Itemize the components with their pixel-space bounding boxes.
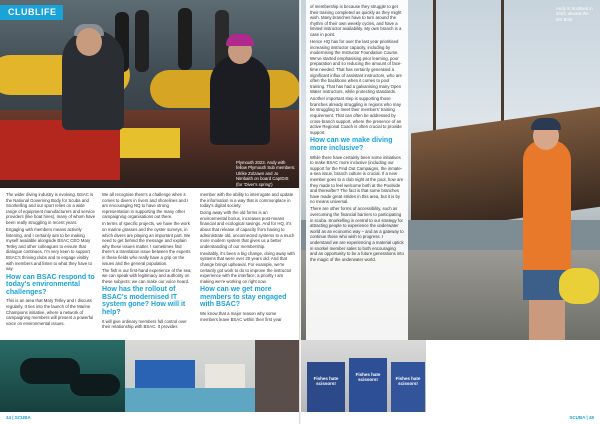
caption-boats: Andy in Scotland in 2023, aboard the MV Bold: [556, 6, 593, 22]
page-number-left: 44 | SCUBA: [6, 415, 31, 420]
photo-campaign-shirts: [301, 340, 426, 412]
subheading: How can we make diving more inclusive?: [310, 137, 393, 153]
shirt-label: Fishes hate scissors!: [395, 376, 421, 386]
paragraph: This is an area that Mary Tetley and I discuss regularly. It ties into the launch of the Marine Champions initiative, where a network of campaigning members will present a powerful voice on environmental issues.: [6, 298, 94, 326]
paragraph: We all recognise there's a challenge when it comes to divers in rivers and shorelines and I am encouraging NQ to have strong representation in supporting the many other campaigning organisations out there.: [102, 192, 189, 220]
paragraph: Engaging with members means actively listening, and I certainly aim to be making myself available alongside BSAC CEO Mary Tetley and other colleagues to ensure that dialogue continues. I'm very keen to support BSAC's thriving clubs and to engage visibly with members and listen to what they have to say.: [6, 226, 92, 272]
shirt-label: Fishes hate scissors!: [355, 372, 381, 382]
paragraph: Inevitably, it's been a big change, doing away with systems that were over 20 years old. And that change brings upheaval. For example, we're certainly got work to do to improve the instructor experience with the interface; a priority I am making we're working on right now.: [200, 250, 295, 284]
section-tag: CLUBLIFE: [0, 5, 63, 20]
shirt-label: Fishes hate scissors!: [313, 376, 339, 386]
text-column-3: [200, 192, 295, 324]
photo-crowd: [255, 340, 299, 412]
paragraph: Hence HQ has for over the last year prioritised increasing instructor capacity, including by modernising the Instructor Foundation Course. We've started emphasising prior learning, poor preparation and so reducing the amount of face-time needed. That has certainly generated a significant influx of assistant instructors, who are often the backbone when it comes to pool training. That has had a galvanising many Open Water Instructors, while protecting standards.: [310, 38, 402, 95]
paragraph: There are other forms of accessibility, such as overcoming the financial barriers to participating in scuba. Snorkelling is central to our strategy for attracting people to experience the underwater world as an economic way – and as a gateway to continue those who wish to progress. I understand we are experiencing a material uptick in snorkel member sales to both encouraging and an opportunity to be a future generations into the magic of the underwater world.: [310, 206, 404, 262]
page-gutter: [299, 0, 301, 424]
text-column-4: [306, 0, 408, 340]
subheading: How can we get more members to stay engaged with BSAC?: [200, 286, 287, 309]
paragraph: In terms of specific projects, we have the work on marine grasses and the oyster surveys, in which divers are playing an important part. We need to get behind the message and explain why these issues matter. I sometimes find there's a translation issue between the experts in these fields who really have a grip on the issues and the general population.: [102, 221, 191, 266]
photo-underwater-divers: [0, 340, 125, 412]
paragraph: While there have certainly been some initiatives to make BSAC more inclusive (including our support for the Find Out Campaigns, the inmate-a-sea issue, branch culture is crucial. If a new member goes to a club night at the pool, how are they made to feel welcome both at the Poolside and thereafter? The fact is that some branches have made great strides in this area, but it is by no means universal.: [310, 154, 404, 205]
subheading: How can BSAC respond to today's environmental challenges?: [6, 273, 95, 296]
paragraph: The wider diving industry is evolving. BSAC is the National Governing Body for Scuba and Snorkelling and our sport relies on a wide range of equipment manufacturers and service providers (like boat hires), many of whom have been really struggling in recent years.: [6, 192, 96, 225]
paragraph: We know that a major reason why some members leave BSAC within their first year: [200, 311, 282, 322]
subheading: How has the rollout of BSAC's modernised IT system gone? How will it help?: [102, 286, 186, 317]
paragraph: The fish is our first-hand experience of the sea; we can speak with legitimacy and authority on these subjects; we can make our voice heard.: [102, 267, 192, 284]
text-column-2: [102, 192, 194, 331]
photo-event-tents: [125, 340, 255, 412]
paragraph: It will give ordinary members full control over their relationship with BSAC. It provides: [102, 318, 187, 330]
page-number-right: SCUBA | 45: [569, 415, 594, 420]
paragraph: member with the ability to interrogate and update the information in a way that is commonplace in today's digital society.: [200, 192, 294, 209]
text-column-1: [6, 192, 96, 328]
caption-boat: Plymouth 2023. Andy with fellow Plymouth Sub members: Ulrike Zolzawn and Jo Nimbaith on board CapIDIS (for 'Diver's spring'): [236, 160, 296, 187]
paragraph: of membership is because they struggle to get their training completed as quickly as they might wish. Many branches have to turn around the rhythm of their own weekly cycles, and have a limited instructor availability. My own branch is a case in point.: [310, 4, 402, 37]
paragraph: Another important step is supporting those branches already struggling in regions who may be struggling to meet their members' training requirement. That can often be addressed by cross-branch support, where the presence of an active Regional Coach is often crucial to provide support.: [310, 96, 402, 135]
paragraph: Doing away with the old forms is an environmental bonus, increases post-means financial and ecological savings. And for HQ, it's about that release of capacity from having to administrate old, unconnected systems to a much more modern system that gives us a better understanding of our membership.: [200, 210, 295, 249]
